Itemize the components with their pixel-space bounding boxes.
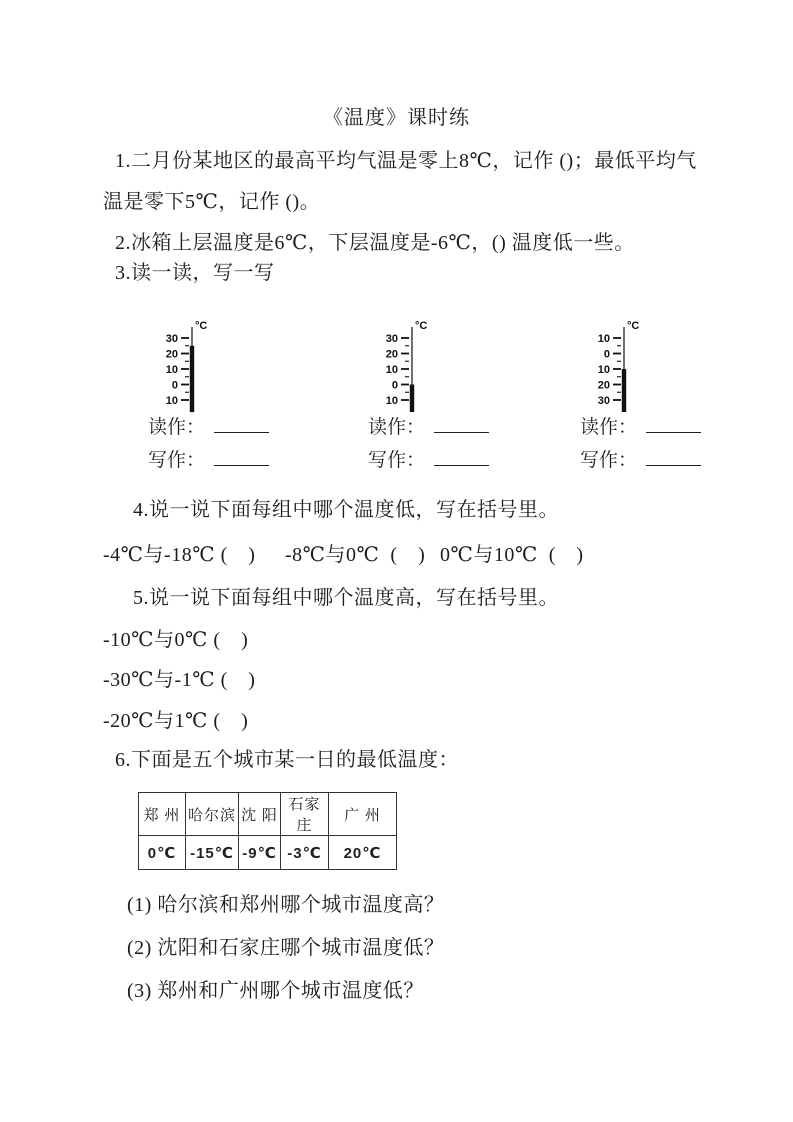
question-4-heading: 4.说一说下面每组中哪个温度低，写在括号里。 <box>133 499 559 521</box>
temperature-cell: -3℃ <box>281 836 329 870</box>
question-1-line-1: 1.二月份某地区的最高平均气温是零上8℃，记作 ()；最低平均气 <box>115 150 697 172</box>
question-3: 3.读一读，写一写 <box>115 262 275 284</box>
svg-text:°C: °C <box>195 320 208 332</box>
city-cell: 石家庄 <box>281 793 329 836</box>
svg-text:0: 0 <box>391 379 398 392</box>
svg-text:10: 10 <box>597 364 610 376</box>
svg-text:30: 30 <box>165 333 178 345</box>
svg-text:°C: °C <box>627 320 640 332</box>
city-cell: 郑 州 <box>139 793 186 836</box>
question-4-pair-1: -4℃与-18℃ ( ) <box>103 544 256 566</box>
write-as-label: 写作： <box>368 450 426 471</box>
svg-text:20: 20 <box>597 379 610 392</box>
read-as-label: 读作： <box>148 417 206 438</box>
svg-text:30: 30 <box>385 333 398 345</box>
question-5-pair-1: -10℃与0℃ ( ) <box>103 629 249 651</box>
svg-text:0: 0 <box>603 348 610 361</box>
temperature-cell: 20℃ <box>329 836 397 870</box>
svg-text:20: 20 <box>165 348 178 361</box>
svg-text:20: 20 <box>385 348 398 361</box>
write-answer-blank <box>646 460 701 466</box>
write-as-row <box>580 445 701 472</box>
read-as-label: 读作： <box>368 417 426 438</box>
read-answer-blank <box>214 427 269 433</box>
city-cell: 沈 阳 <box>239 793 281 836</box>
svg-text:0: 0 <box>171 379 178 392</box>
temperature-row <box>139 836 397 870</box>
question-2: 2.冰箱上层温度是6℃，下层温度是-6℃，() 温度低一些。 <box>115 232 635 254</box>
svg-text:10: 10 <box>385 395 398 407</box>
thermometer-2-figure <box>368 314 443 416</box>
temperature-cell: -9℃ <box>239 836 281 870</box>
city-cell: 广 州 <box>329 793 397 836</box>
write-as-label: 写作： <box>580 450 638 471</box>
question-6-sub-1: (1) 哈尔滨和郑州哪个城市温度高？ <box>127 894 445 916</box>
read-as-row <box>580 412 701 439</box>
svg-text:10: 10 <box>597 333 610 345</box>
question-6-heading: 6.下面是五个城市某一日的最低温度： <box>115 749 459 771</box>
city-header-row <box>139 793 397 836</box>
svg-text:°C: °C <box>415 320 428 332</box>
thermometer-block-1 <box>148 314 323 484</box>
question-6-sub-3: (3) 郑州和广州哪个城市温度低？ <box>127 980 424 1002</box>
question-5-pair-3: -20℃与1℃ ( ) <box>103 710 249 732</box>
temperature-cell: 0℃ <box>139 836 186 870</box>
question-1-line-2: 温是零下5℃，记作 ()。 <box>103 191 321 213</box>
write-as-row <box>368 445 489 472</box>
question-5-heading: 5.说一说下面每组中哪个温度高，写在括号里。 <box>133 587 559 609</box>
thermometer-1-figure <box>148 314 223 416</box>
thermometer-block-3 <box>580 314 755 484</box>
question-6-sub-2: (2) 沈阳和石家庄哪个城市温度低？ <box>127 937 445 959</box>
write-as-label: 写作： <box>148 450 206 471</box>
read-answer-blank <box>646 427 701 433</box>
read-as-row <box>148 412 269 439</box>
read-as-row <box>368 412 489 439</box>
write-as-row <box>148 445 269 472</box>
city-temperature-table <box>138 792 397 870</box>
question-4-pair-2: -8℃与0℃ ( ) <box>285 544 426 566</box>
thermometer-3-figure <box>580 314 655 416</box>
read-answer-blank <box>434 427 489 433</box>
city-cell: 哈尔滨 <box>186 793 239 836</box>
svg-text:30: 30 <box>597 395 610 407</box>
write-answer-blank <box>434 460 489 466</box>
page-title: 《温度》课时练 <box>323 107 470 129</box>
write-answer-blank <box>214 460 269 466</box>
read-as-label: 读作： <box>580 417 638 438</box>
temperature-cell: -15℃ <box>186 836 239 870</box>
question-4-pair-3: 0℃与10℃ ( ) <box>440 544 584 566</box>
svg-text:10: 10 <box>165 395 178 407</box>
question-5-pair-2: -30℃与-1℃ ( ) <box>103 669 256 691</box>
thermometer-block-2 <box>368 314 543 484</box>
svg-text:10: 10 <box>385 364 398 376</box>
svg-text:10: 10 <box>165 364 178 376</box>
